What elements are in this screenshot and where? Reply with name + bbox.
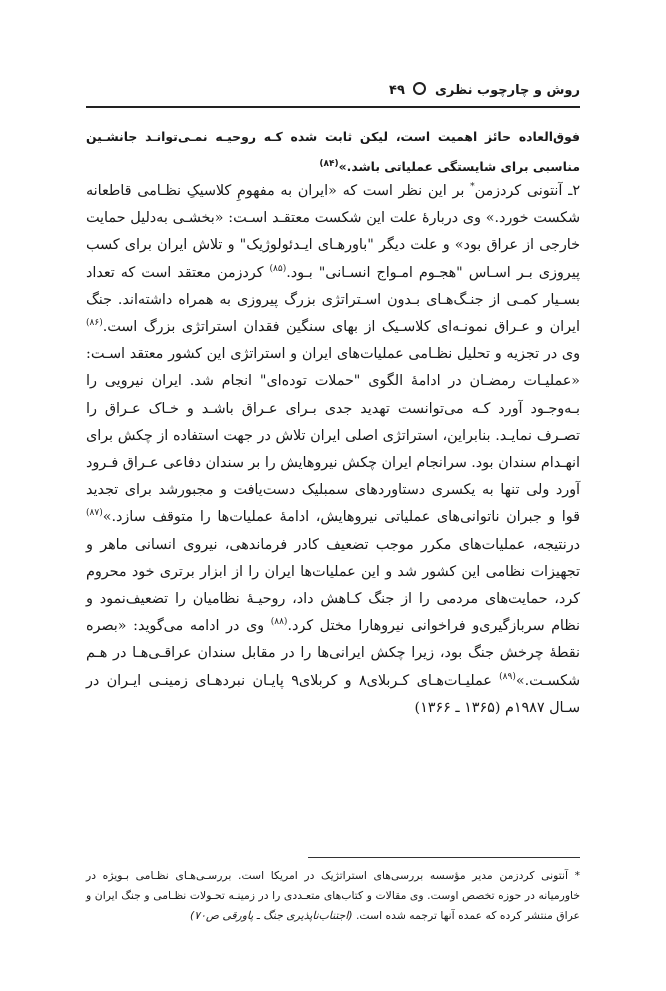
page-number: ۴۹ [389, 83, 405, 98]
note-ref-89: (۸۹) [499, 671, 516, 682]
body-paragraph [86, 178, 580, 722]
footnote-source: (اجتناب‌ناپذیری جنگ ـ پاورقی ص۷۰) [190, 909, 353, 922]
body-sentence-6: عملیـات‌هـای کـربلای۸ و کربلای۹ پایـان نبردهـای زمینـی ایـران در سـال ۱۹۸۷م (۱۳۶۵ ـ ۱۳۶۶) [86, 672, 580, 716]
footnote-star: * [470, 182, 475, 193]
note-ref-84: (۸۴) [319, 158, 339, 169]
body-intro: ۲ـ آنتونی کردزمن [474, 183, 580, 199]
quote-paragraph [86, 122, 580, 182]
body-sentence-3: وی در تجزیه و تحلیل نظـامی عملیات‌های ایران و استراتژی این کشور معتقد اسـت: «عملیـات رمضـان در ادامهٔ الگوی "حملات توده‌ای" انجام شد. ایران نیرویی را بـه‌وجـود آورد کـه می‌توانست تهدید جدی بـرای عـراق باشـد و خـاک عـراق را تصـرف نمایـد. بنابراین، استراتژی اصلی ایران تلاش در جهت استفاده از چکش برای انهـدام سندان بود. سرانجام ایران چکش نیروهایش را بر سندان دفاعی عـراق فـرود آورد ولی تنها به یکسری دستاوردهای سمبلیک دست‌یافت و مجبورشد برای تجدید قوا و جبران ناتوانی‌های عملیاتی نیروهایش، ادامهٔ عملیات‌ها را متوقف سازد.» [86, 346, 580, 526]
body-sentence-2: کردزمن معتقد است که تعداد بسـیار کمـی از جنـگ‌هـای بـدون اسـتراتژی بزرگ پیروزی به همراه داشته‌اند. جنگ ایران و عـراق نمونـه‌ای کلاسـیک از بهای سنگین فقدان استراتژی بزرگ است. [86, 264, 580, 336]
footnote-text: * آنتونی کردزمن مدیر مؤسسه بررسی‌های استراتژیک در امریکا است. بررسـی‌هـای نظـامی بـویژه در خاورمیانه در حوزه تخصص اوست. وی مقالات و کتاب‌های متعـددی را در زمینـه تحـولات نظـامی و جنگ ایران و عراق منتشر کرده که عمده آنها ترجمه شده است. [86, 869, 580, 922]
footnote-divider [308, 857, 580, 858]
footnote [86, 866, 580, 926]
quote-text: فوق‌العاده حائز اهمیت است، لیکن ثابت شده کـه روحیـه نمـی‌توانـد جانشـین مناسبی برای شایستگی عملیاتی باشد.» [86, 129, 580, 174]
note-ref-86: (۸۶) [86, 318, 103, 329]
body-sentence-4: درنتیجه، عملیات‌های مکرر موجب تضعیف کادر فرماندهی، نیروی انسانی ماهر و تجهیزات نظامی این کشور شد و این عملیات‌ها ایران را از ابزار برتری خود محروم کرد، حمایت‌های مردمی را از جنگ کـاهش داد، روحیـهٔ نظامیان را تضعیف‌نمود و نظام سربازگیری‌و فراخوانی نیروهارا مختل کرد. [86, 536, 580, 635]
note-ref-87: (۸۷) [86, 508, 103, 519]
circle-icon [413, 82, 426, 95]
note-ref-85: (۸۵) [269, 263, 287, 274]
running-header [86, 80, 580, 108]
body-sentence-1: بر این نظر است که «ایران به مفهومِ کلاسیکِ نظـامی قاطعانه شکست خورد.» وی دربارهٔ علت این شکست معتقـد اسـت: «بخشـی به‌دلیل حمایت خارجی از عراق بود» و علت دیگر "باورهـای ایـدئولوژیک" و تلاش ایران برای کسب پیروزی بـر اسـاس "هجـوم امـواج انسـانی" بـود. [86, 183, 580, 281]
header-text [389, 82, 580, 98]
note-ref-88: (۸۸) [270, 617, 288, 628]
body-sentence-5: وی در ادامه می‌گوید: «بصره نقطهٔ چرخش جنگ بود، زیرا چکش ایرانی‌ها را در مقابل سندان عراقـی‌هـا در هـم شکسـت.» [86, 618, 580, 689]
chapter-title: روش و چارچوب نظری [434, 83, 580, 98]
